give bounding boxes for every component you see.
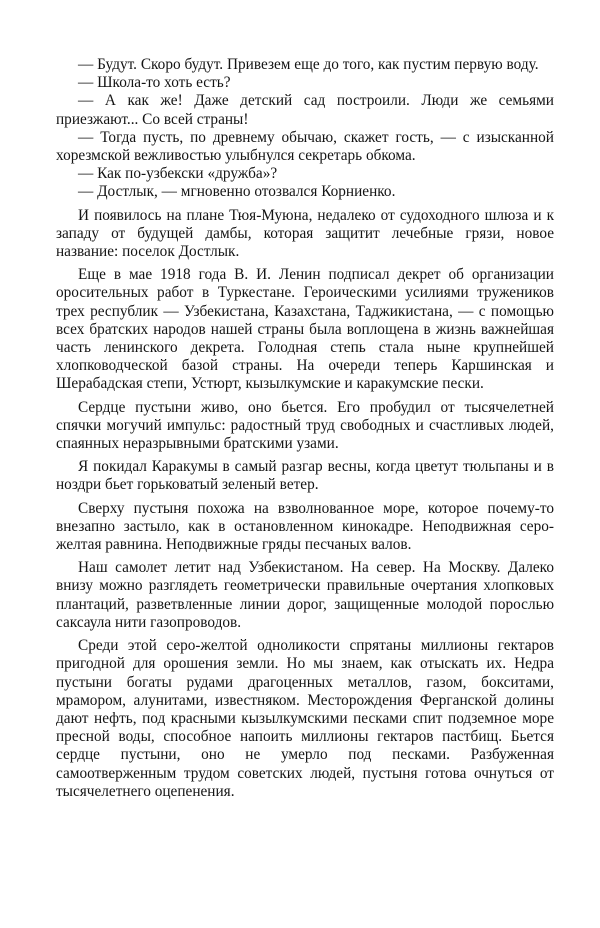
paragraph-13: Среди этой серо-желтой одноликости спрятаны миллионы гектаров пригодной для орошения земли. Но мы знаем, как отыскать их. Недра пустыни богаты рудами драгоценных металлов, газом, бокситами, мрамором, алунитами, известняком. Месторождения Ферганской долины дают нефть, под красными кызылкумскими песками спит подземное море пресной воды, способное напоить миллионы гектаров пастбищ. Бьется сердце пустыни, оно не умерло под песками. Разбуженная самоотверженным трудом советских людей, пустыня готова очнуться от тысячелетнего оцепенения.	[56, 637, 554, 800]
paragraph-5: — Как по-узбекски «дружба»?	[78, 165, 278, 183]
paragraph-9: Сердце пустыни живо, оно бьется. Его пробудил от тысячелетней спячки могучий импульс: радостный труд свободных и счастливых людей, спаянных неразрывными братскими узами.	[56, 398, 554, 453]
paragraph-6: — Достлык, — мгновенно отозвался Корниенко.	[78, 183, 396, 201]
paragraph-4: — Тогда пусть, по древнему обычаю, скажет гость, — с изысканной хорезмской вежливостью улыбнулся секретарь обкома.	[56, 128, 554, 165]
paragraph-11: Сверху пустыня похожа на взволнованное море, которое почему-то внезапно застыло, как в остановленном кинокадре. Неподвижная серо-желтая равнина. Неподвижные гряды песчаных валов.	[56, 499, 554, 554]
page-body	[56, 56, 554, 801]
paragraph-2: — Школа-то хоть есть?	[78, 74, 231, 92]
paragraph-10: Я покидал Каракумы в самый разгар весны, когда цветут тюльпаны и в ноздри бьет горьковатый зеленый ветер.	[56, 458, 554, 494]
paragraph-3: — А как же! Даже детский сад построили. Люди же семьями приезжают... Со всей страны!	[56, 92, 554, 128]
paragraph-1: — Будут. Скоро будут. Привезем еще до того, как пустим первую воду.	[78, 56, 539, 73]
paragraph-12: Наш самолет летит над Узбекистаном. На север. На Москву. Далеко внизу можно разглядеть геометрически правильные очертания хлопковых плантаций, разветвленные линии дорог, защищенные молодой порослью саксаула нити газопроводов.	[56, 559, 554, 631]
paragraph-7: И появилось на плане Тюя-Муюна, недалеко от судоходного шлюза и к западу от будущей дамбы, которая защитит лечебные грязи, новое название: поселок Достлык.	[56, 206, 554, 261]
paragraph-8: Еще в мае 1918 года В. И. Ленин подписал декрет об организации оросительных работ в Туркестане. Героическими усилиями тружеников трех республик — Узбекистана, Казахстана, Таджикистана, — с помощью всех братских народов нашей страны была воплощена в жизнь важнейшая часть ленинского декрета. Голодная степь стала ныне крупнейшей хлопководческой базой страны. На очереди теперь Каршинская и Шерабадская степи, Устюрт, кызылкумские и каракумские пески.	[56, 266, 554, 393]
